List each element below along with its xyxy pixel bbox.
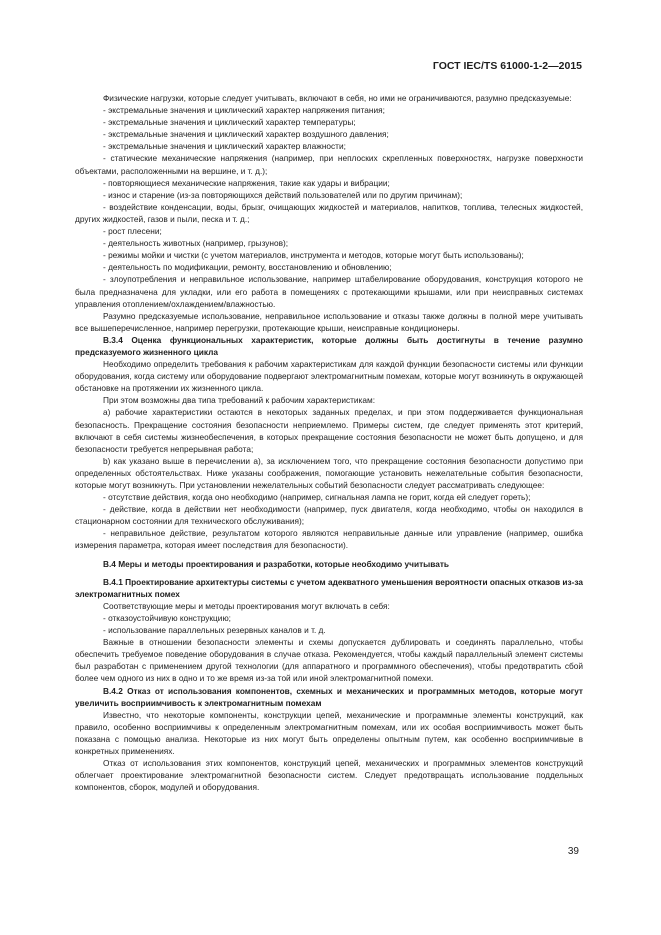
- list-item: - отказоустойчивую конструкцию;: [103, 612, 231, 623]
- section-heading-b42: B.4.2 Отказ от использования компонентов, схемных и механических и программных методов, которые могут увеличить восприимчивость к электромагнитным помехам: [75, 685, 583, 708]
- list-item: - деятельность животных (например, грызунов);: [103, 238, 289, 249]
- paragraph: Известно, что некоторые компоненты, конструкции цепей, механические и программные элементы конструкций, как правило, особенно восприимчивы к определенным электромагнитным помехам, или их особая восприимчивость может быть показана с помощью анализа. Некоторые из них могут быть определены опытным путем, как особенно восприимчивые в конкретных применениях.: [75, 709, 583, 756]
- list-item: - отсутствие действия, когда оно необходимо (например, сигнальная лампа не горит, когда ей следует гореть);: [103, 492, 531, 503]
- list-item: - режимы мойки и чистки (с учетом материалов, инструмента и методов, которые могут быть использованы);: [103, 250, 524, 261]
- paragraph: Разумно предсказуемые использование, неправильное использование и отказы также должны в полной мере учитывать все вышеперечисленное, например перегрузки, протекающие крыши, неисправные кондиционеры.: [75, 310, 583, 333]
- list-item: - повторяющиеся механические напряжения, такие как удары и вибрации;: [103, 177, 390, 188]
- section-heading-b34: B.3.4 Оценка функциональных характеристик, которые должны быть достигнуты в течение разумно предсказуемого жизненного цикла: [75, 334, 583, 357]
- section-heading-b41: B.4.1 Проектирование архитектуры системы с учетом адекватного уменьшения вероятности опасных отказов из-за электромагнитных помех: [75, 576, 583, 599]
- list-item: - использование параллельных резервных каналов и т. д.: [103, 625, 326, 636]
- list-item: - неправильное действие, результатом которого являются неправильные данные или управление (например, ошибка измерения параметра, которая имеет последствия для безопасности).: [75, 528, 583, 551]
- page-number: 39: [567, 846, 579, 857]
- paragraph: Физические нагрузки, которые следует учитывать, включают в себя, но ими не ограничиваются, разумно предсказуемые:: [103, 93, 572, 103]
- paragraph: При этом возможны два типа требований к рабочим характеристикам:: [103, 395, 375, 406]
- list-item: а) рабочие характеристики остаются в некоторых заданных пределах, и при этом поддерживается функциональная безопасность. Прекращение состояния безопасности неприемлемо. Примеры систем, где следует применять этот критерий, включают в себя системы жизнеобеспечения, в которых прекращение состояния безопасности не может быть допущено, и для безопасности требуется непрерывная работа;: [75, 407, 583, 454]
- document-header: ГОСТ IEC/TS 61000-1-2—2015: [432, 60, 582, 72]
- list-item: - злоупотребления и неправильное использование, например штабелирование оборудования, конструкция которого не была предназначена для укладки, или его работа в помещениях с протекающими крышами, или при неисправных системах управления отоплением/охлаждением/влажностью.: [75, 274, 583, 309]
- list-item: - экстремальные значения и циклический характер температуры;: [103, 117, 356, 128]
- page-body: [75, 92, 583, 793]
- list-item: b) как указано выше в перечислении а), за исключением того, что прекращение состояния безопасности допустимо при определенных обстоятельствах. Ниже указаны соображения, помогающие установить нежелательные события безопасности, которые могут возникнуть. При установлении нежелательных событий безопасности следует рассматривать следующее:: [75, 455, 583, 490]
- list-item: - действие, когда в действии нет необходимости (например, пуск двигателя, когда необходимо, чтобы он находился в стационарном состоянии для технического обслуживания);: [75, 504, 583, 527]
- paragraph: Важные в отношении безопасности элементы и схемы допускается дублировать и соединять параллельно, чтобы обеспечить требуемое поведение оборудования в случае отказа. Рекомендуется, чтобы каждый параллельный элемент системы был разработан с применением другой технологии (для аппаратного и программного обеспечения), чтобы предотвратить сбой более чем одного из них в одно и то же время из-за той или иной электромагнитной помехи.: [75, 637, 583, 684]
- list-item: - рост плесени;: [103, 226, 162, 237]
- section-heading-b4: B.4 Меры и методы проектирования и разработки, которые необходимо учитывать: [103, 558, 450, 569]
- paragraph: Необходимо определить требования к рабочим характеристикам для каждой функции безопасности системы или функции оборудования, когда систему или оборудование подвергают электромагнитным помехам, которые могут возникнуть в окружающей обстановке на протяжении их жизненного цикла.: [75, 359, 583, 394]
- list-item: - экстремальные значения и циклический характер влажности;: [103, 141, 346, 152]
- list-item: - деятельность по модификации, ремонту, восстановлению и обновлению;: [103, 262, 392, 273]
- list-item: - экстремальные значения и циклический характер воздушного давления;: [103, 129, 389, 140]
- paragraph: Отказ от использования этих компонентов, конструкций цепей, механических и программных элементов конструкций облегчает проектирование электромагнитной безопасности систем. Следует предотвращать использование поддельных компонентов, сборок, модулей и оборудования.: [75, 758, 583, 793]
- paragraph: Соответствующие меры и методы проектирования могут включать в себя:: [103, 600, 390, 611]
- list-item: - статические механические напряжения (например, при неплоских скрепленных поверхностях, нагрузке поверхности объектами, расположенными на вершине, и т. д.);: [75, 153, 583, 176]
- list-item: - износ и старение (из-за повторяющихся действий пользователей или по другим причинам);: [103, 189, 463, 200]
- list-item: - воздействие конденсации, воды, брызг, очищающих жидкостей и материалов, напитков, топлива, телесных жидкостей, других жидкостей, газов и пыли, песка и т. д.;: [75, 201, 583, 224]
- list-item: - экстремальные значения и циклический характер напряжения питания;: [103, 105, 385, 116]
